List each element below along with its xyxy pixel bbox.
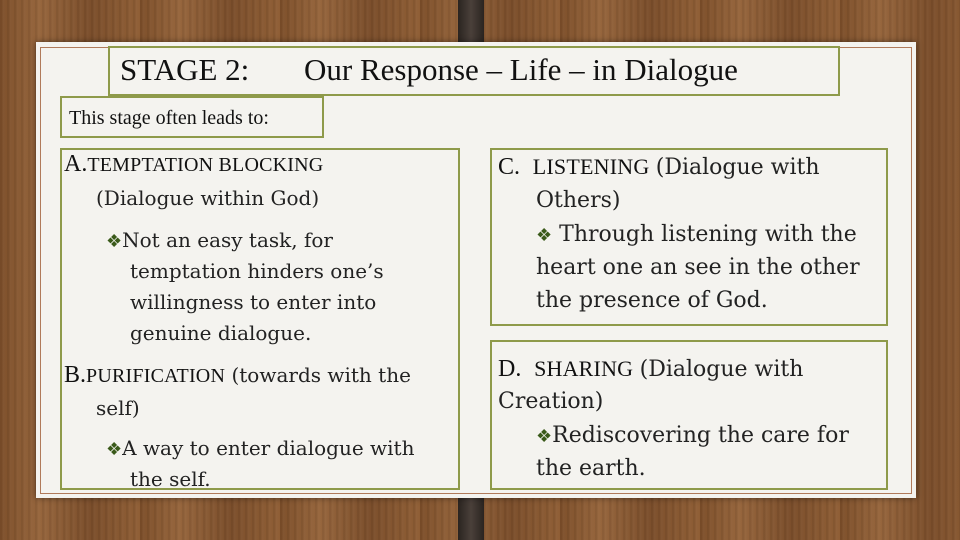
item-c-title: LISTENING <box>532 154 650 179</box>
item-d-title: SHARING <box>534 356 634 381</box>
item-a-subtitle: (Dialogue within God) <box>96 186 320 210</box>
diamond-bullet-icon: ❖ <box>106 439 123 460</box>
item-b-bullet <box>106 433 414 465</box>
item-a-bullet-line: willingness to enter into <box>130 290 377 314</box>
item-c-line: Others) <box>536 188 621 213</box>
item-c-bullet-line: Through listening with the <box>559 222 857 247</box>
item-a-bullet <box>106 225 333 257</box>
item-b-bullet-line: the self. <box>130 467 211 491</box>
item-c-letter: C. <box>498 154 521 180</box>
diamond-bullet-icon: ❖ <box>106 231 123 252</box>
diamond-bullet-icon: ❖ <box>536 225 553 246</box>
subtitle-text: This stage often leads to: <box>69 107 269 129</box>
item-a-letter: A. <box>64 151 88 177</box>
item-a-bullet-line: Not an easy task, for <box>122 228 333 252</box>
diamond-bullet-icon: ❖ <box>536 426 553 447</box>
item-b-title: PURIFICATION <box>86 365 226 387</box>
item-a-heading <box>64 148 323 182</box>
slide-title: Our Response – Life – in Dialogue <box>304 52 738 87</box>
item-d-line: Creation) <box>498 389 604 414</box>
item-b-subtitle: (towards with the <box>231 363 411 387</box>
item-d-heading <box>498 352 803 386</box>
item-d-bullet-line: the earth. <box>536 456 646 481</box>
item-c-heading <box>498 150 820 184</box>
item-d-letter: D. <box>498 356 522 382</box>
item-b-letter: B. <box>64 362 87 388</box>
item-a-title: TEMPTATION BLOCKING <box>87 154 324 176</box>
item-d-bullet <box>536 419 849 453</box>
stage-label: STAGE 2: <box>120 52 250 87</box>
title-box <box>108 46 840 96</box>
item-c-bullet <box>536 218 857 252</box>
item-d-bullet-line: Rediscovering the care for <box>552 423 849 448</box>
item-a-bullet-line: genuine dialogue. <box>130 321 312 345</box>
item-a-bullet-line: temptation hinders one’s <box>130 259 384 283</box>
item-b-heading <box>64 359 411 393</box>
item-c-line: (Dialogue with <box>655 155 820 180</box>
item-d-line: (Dialogue with <box>639 357 804 382</box>
subtitle-box <box>60 96 324 138</box>
item-c-bullet-line: the presence of God. <box>536 288 768 313</box>
item-b-subtitle-cont: self) <box>96 396 140 420</box>
item-b-bullet-line: A way to enter dialogue with <box>122 436 415 460</box>
item-c-bullet-line: heart one an see in the other <box>536 255 860 280</box>
